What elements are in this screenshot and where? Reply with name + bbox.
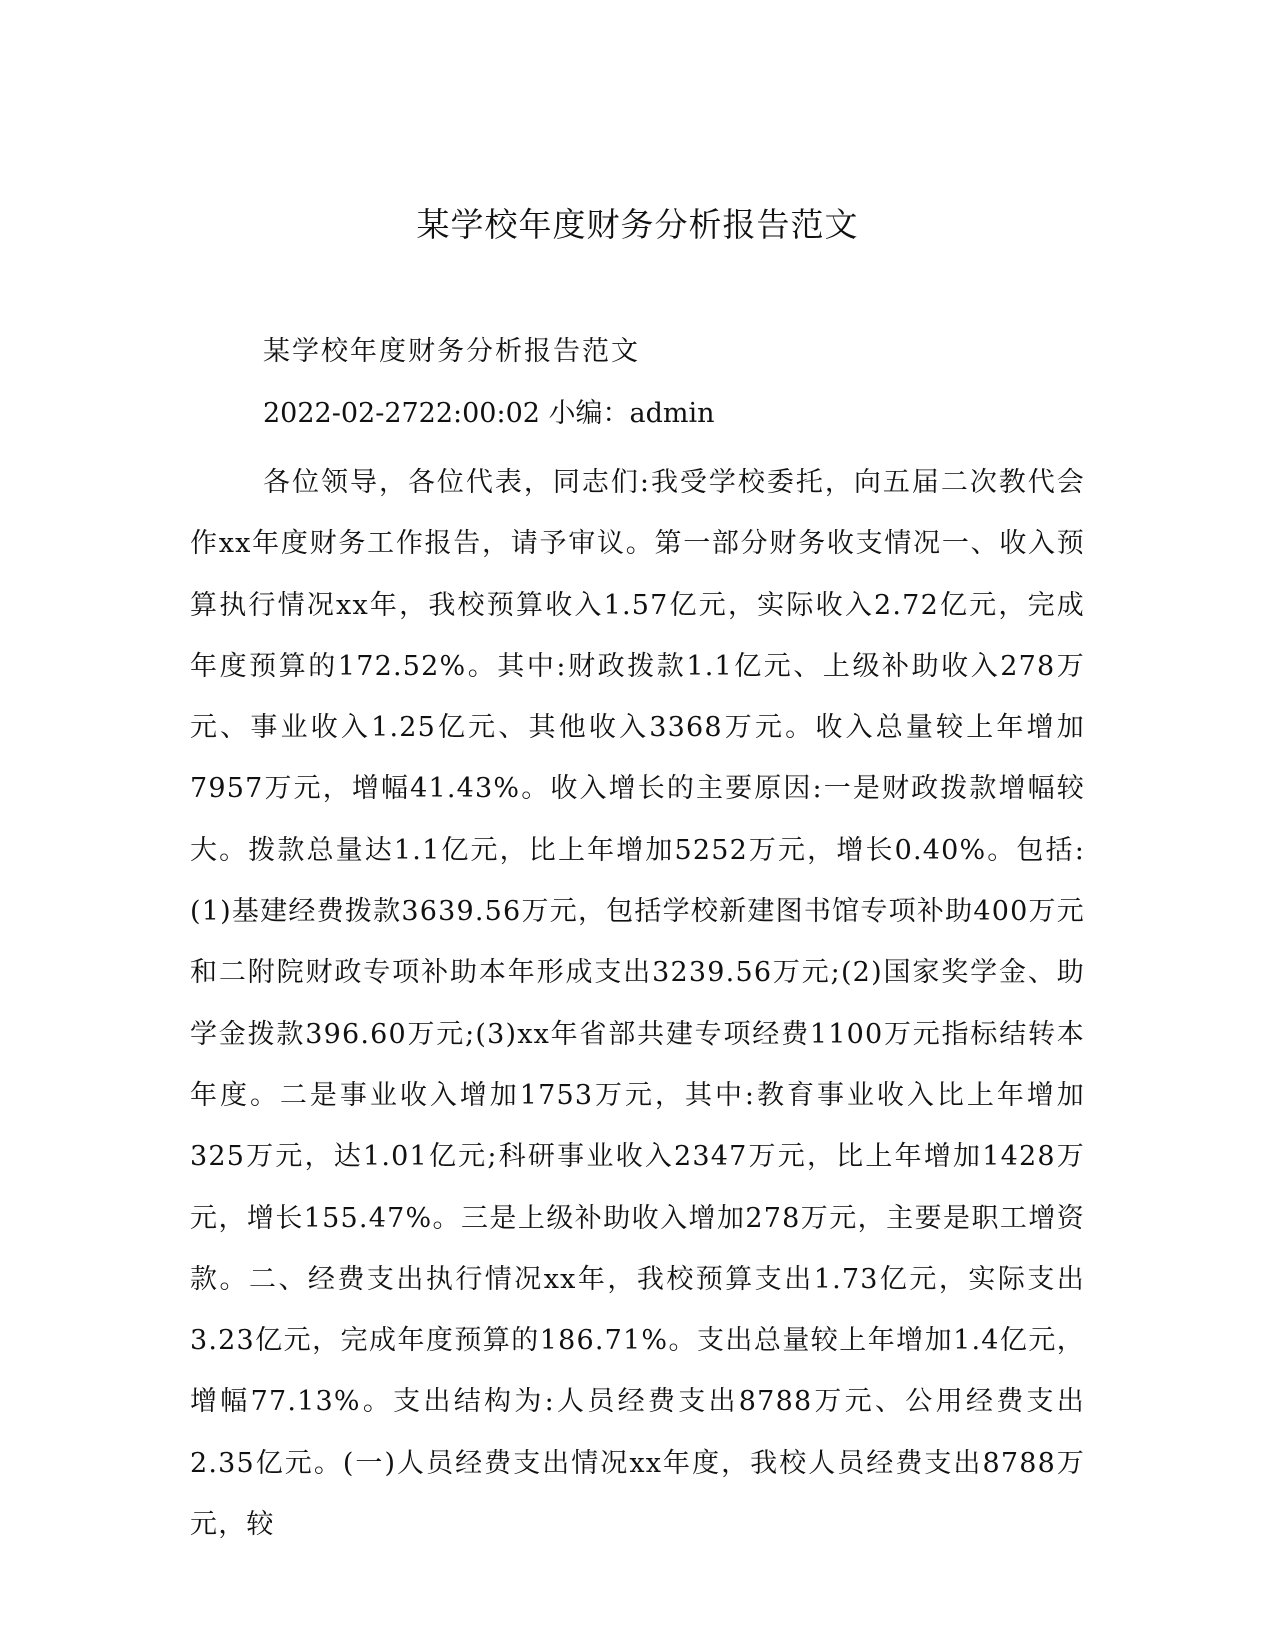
document-subtitle: 某学校年度财务分析报告范文	[263, 336, 640, 367]
document-title: 某学校年度财务分析报告范文	[416, 205, 859, 244]
document-body: 各位领导，各位代表，同志们:我受学校委托，向五届二次教代会作xx年度财务工作报告，请予审议。第一部分财务收支情况一、收入预算执行情况xx年，我校预算收入1.57亿元，实际收入2.72亿元，完成年度预算的172.52%。其中:财政拨款1.1亿元、上级补助收入278万元、事业收入1.25亿元、其他收入3368万元。收入总量较上年增加7957万元，增幅41.43%。收入增长的主要原因:一是财政拨款增幅较大。拨款总量达1.1亿元，比上年增加5252万元，增长0.40%。包括:(1)基建经费拨款3639.56万元，包括学校新建图书馆专项补助400万元和二附院财政专项补助本年形成支出3239.56万元;(2)国家奖学金、助学金拨款396.60万元;(3)xx年省部共建专项经费1100万元指标结转本年度。二是事业收入增加1753万元，其中:教育事业收入比上年增加325万元，达1.01亿元;科研事业收入2347万元，比上年增加1428万元，增长155.47%。三是上级补助收入增加278万元，主要是职工增资款。二、经费支出执行情况xx年，我校预算支出1.73亿元，实际支出3.23亿元，完成年度预算的186.71%。支出总量较上年增加1.4亿元，增幅77.13%。支出结构为:人员经费支出8788万元、公用经费支出2.35亿元。(一)人员经费支出情况xx年度，我校人员经费支出8788万元，较	[190, 467, 1085, 1541]
document-meta: 2022-02-2722:00:02 小编：admin	[263, 398, 715, 429]
